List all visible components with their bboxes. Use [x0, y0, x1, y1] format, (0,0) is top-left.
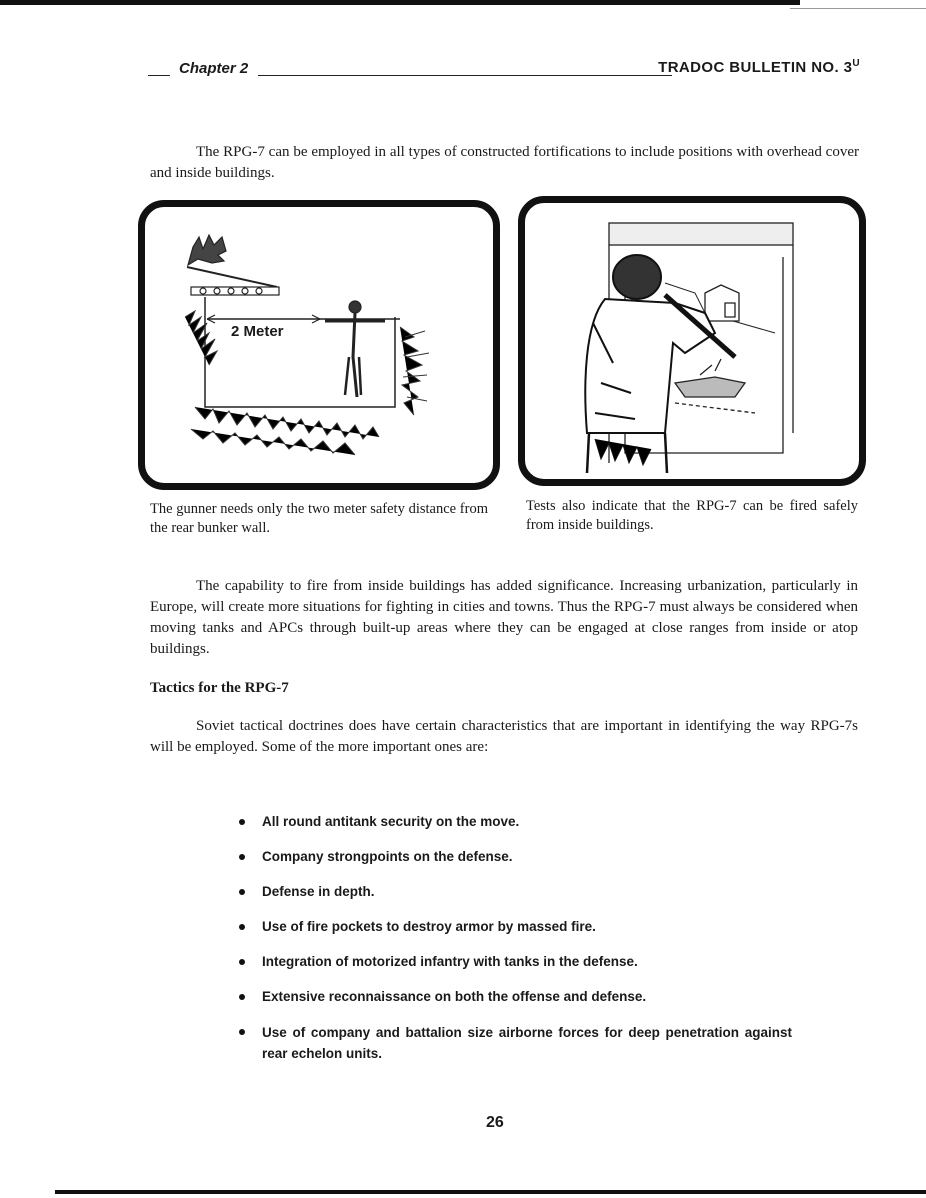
bullet-dot — [239, 819, 245, 825]
intro-paragraph-text: The RPG-7 can be employed in all types of constructed fortifications to include positions with overhead cover and inside buildings. — [150, 144, 859, 181]
list-item-text: Use of fire pockets to destroy armor by massed fire. — [262, 919, 596, 934]
list-item — [236, 987, 796, 1007]
body-paragraph — [150, 576, 858, 660]
building-illustration — [525, 203, 859, 479]
bullet-dot — [239, 854, 245, 860]
list-item — [236, 882, 796, 902]
distance-label: 2 Meter — [231, 323, 284, 340]
top-rule-thin — [790, 8, 926, 9]
tactics-list — [236, 812, 796, 1079]
list-item-text: All round antitank security on the move. — [262, 814, 520, 829]
section-heading: Tactics for the RPG-7 — [150, 680, 289, 696]
header-rule — [258, 75, 672, 76]
header-dash — [148, 75, 170, 76]
intro-paragraph — [150, 142, 859, 184]
bottom-rule — [55, 1190, 926, 1194]
figure-building — [518, 196, 866, 486]
bullet-dot — [239, 959, 245, 965]
bullet-dot — [239, 994, 245, 1000]
list-item-text: Extensive reconnaissance on both the offense and defense. — [262, 989, 647, 1004]
list-item — [236, 847, 796, 867]
bulletin-title — [658, 58, 860, 76]
list-item — [236, 1022, 796, 1064]
figure-bunker — [138, 200, 500, 490]
page-number: 26 — [486, 1114, 504, 1131]
body-paragraph-text: The capability to fire from inside buildings has added significance. Increasing urbanization, particularly in Europe, will create more situations for fighting in cities and towns. Thus the RPG-7 must always be considered when moving tanks and APCs through built-up areas where they can be engaged at close ranges from inside or atop buildings. — [150, 578, 858, 657]
bunker-illustration — [145, 207, 493, 483]
bullet-dot — [239, 889, 245, 895]
bulletin-name: TRADOC BULLETIN NO. 3 — [658, 59, 853, 76]
list-item-text: Defense in depth. — [262, 884, 375, 899]
list-item-text: Integration of motorized infantry with tanks in the defense. — [262, 954, 638, 969]
figure-caption-right: Tests also indicate that the RPG-7 can be fired safely from inside buildings. — [526, 498, 858, 533]
bullet-dot — [239, 1029, 245, 1035]
chapter-label: Chapter 2 — [179, 60, 249, 77]
list-item — [236, 812, 796, 832]
section-intro-text: Soviet tactical doctrines does have certain characteristics that are important in identifying the way RPG-7s will be employed. Some of the more important ones are: — [150, 718, 858, 755]
list-item-text: Company strongpoints on the defense. — [262, 849, 513, 864]
bulletin-suffix: U — [852, 58, 860, 69]
page-header — [148, 58, 860, 80]
list-item — [236, 952, 796, 972]
section-intro — [150, 716, 858, 758]
list-item-text: Use of company and battalion size airborne forces for deep penetration against rear echelon units. — [262, 1025, 792, 1061]
bullet-dot — [239, 924, 245, 930]
top-rule — [0, 0, 800, 5]
list-item — [236, 917, 796, 937]
figure-caption-left: The gunner needs only the two meter safety distance from the rear bunker wall. — [150, 501, 488, 536]
